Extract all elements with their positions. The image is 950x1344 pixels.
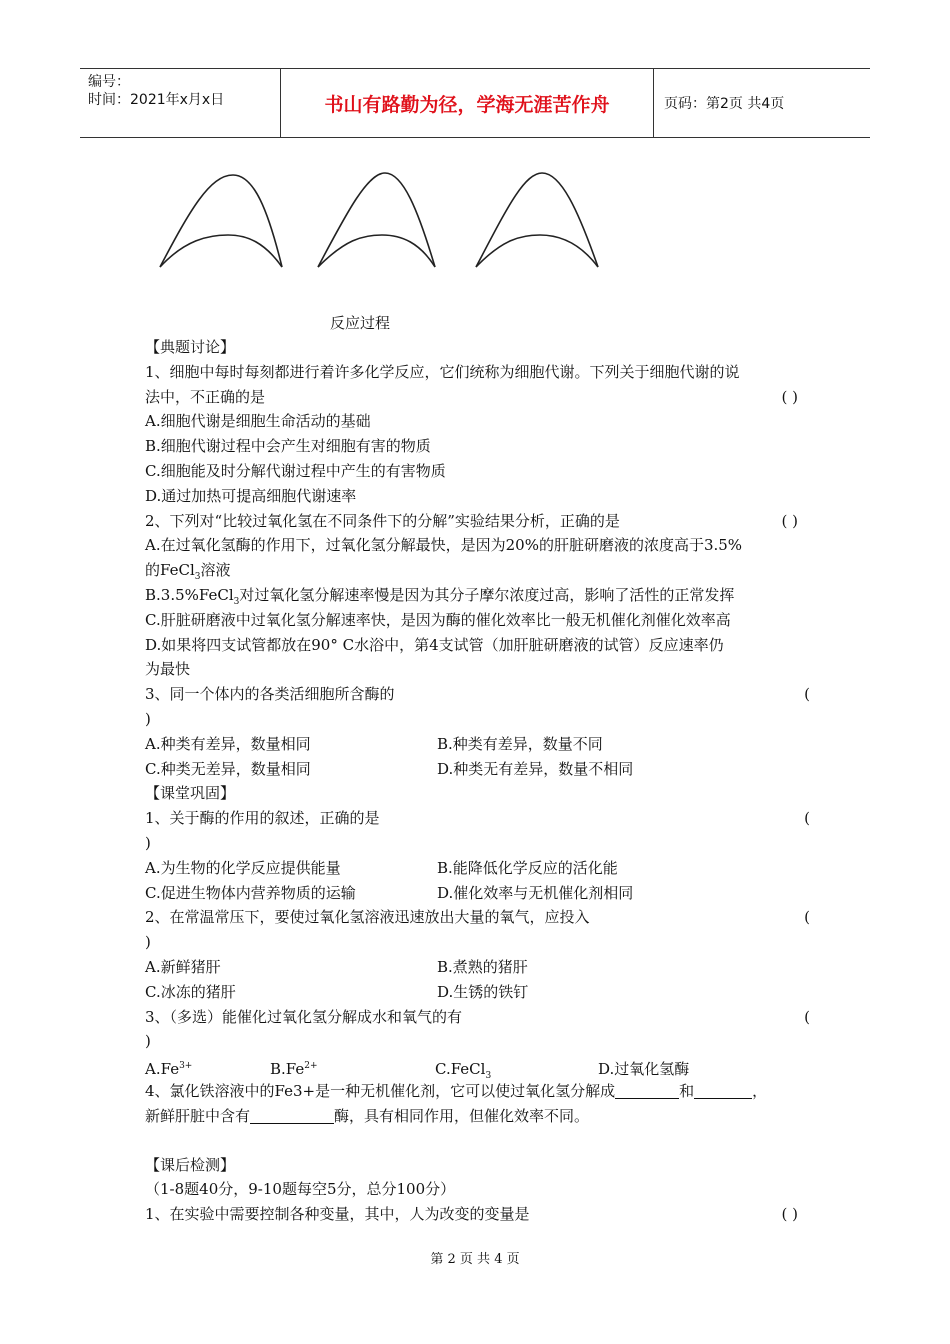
option-text: 为最快 [145, 660, 191, 679]
subscript: 3 [485, 1071, 492, 1082]
header-left [80, 69, 281, 137]
number-label: 编号： [88, 74, 130, 90]
question-text-part: 酶，具有相同作用，但催化效率不同。 [334, 1106, 590, 1125]
option-row [145, 732, 810, 757]
header-motto: 书山有路勤为径，学海无涯苦作舟 [281, 69, 654, 137]
score-note: （1-8题40分，9-10题每空5分，总分100分） [145, 1180, 456, 1199]
answer-bracket: ( ) [781, 1205, 798, 1224]
option-text [145, 558, 810, 583]
section-heading: 【典题讨论】 [145, 338, 236, 356]
option-row [145, 980, 810, 1005]
option-text: C.肝脏研磨液中过氧化氢分解速率快，是因为酶的催化效率比一般无机催化剂催化效率高 [145, 610, 731, 629]
spacer [145, 1129, 810, 1153]
fill-blank-question [145, 1104, 810, 1129]
question-text [145, 385, 810, 410]
option-text: A.种类有差异，数量相同 [145, 734, 311, 753]
answer-bracket-open: ( [804, 908, 810, 927]
energy-curve-1 [160, 175, 282, 267]
option-text: A.新鲜猪肝 [145, 957, 221, 976]
answer-blank[interactable] [694, 1082, 752, 1099]
option-text: B.煮熟的猪肝 [437, 957, 528, 976]
question-text [145, 1005, 810, 1030]
option-text-part: 的FeCl [145, 561, 195, 580]
option-text: D.催化效率与无机催化剂相同 [437, 883, 634, 902]
answer-bracket-open: ( [804, 809, 810, 828]
document-body [145, 335, 810, 1227]
option-row [145, 856, 810, 881]
answer-bracket-close: ) [145, 1032, 151, 1051]
question-text: 1、细胞中每时每刻都进行着许多化学反应，它们统称为细胞代谢。下列关于细胞代谢的说 [145, 362, 740, 381]
option-text: A.为生物的化学反应提供能量 [145, 858, 341, 877]
answer-bracket: ( ) [781, 511, 798, 530]
answer-bracket-close: ) [145, 709, 151, 728]
header-page-label: 页码：第2页 共4页 [664, 96, 785, 112]
option-text [145, 1054, 270, 1082]
option-text: C.冰冻的猪肝 [145, 982, 236, 1001]
figure-caption: 反应过程 [330, 314, 391, 332]
subscript: 3 [233, 596, 240, 607]
question-text-part: 1、在实验中需要控制各种变量，其中，人为改变的变量是 [145, 1205, 530, 1224]
answer-bracket-open: ( [804, 1007, 810, 1026]
reaction-curves-figure [150, 165, 610, 280]
option-row [145, 1054, 810, 1082]
fill-blank-question [145, 1079, 810, 1104]
question-text-part: 新鲜肝脏中含有 [145, 1106, 251, 1125]
section-heading: 【课后检测】 [145, 1155, 236, 1174]
question-text-part: 1、关于酶的作用的叙述，正确的是 [145, 809, 380, 828]
option-row [145, 881, 810, 906]
option-text: B.种类有差异，数量不同 [437, 734, 603, 753]
superscript: 3+ [179, 1061, 193, 1072]
question-text [145, 1202, 810, 1227]
time-label: 时间：2021年x月x日 [88, 92, 225, 108]
option-text-part: B.Fe [270, 1060, 305, 1079]
answer-blank[interactable] [250, 1107, 334, 1124]
question-text-part: 法中，不正确的是 [145, 387, 266, 406]
answer-bracket-open: ( [804, 685, 810, 704]
section-heading: 【课堂巩固】 [145, 784, 236, 803]
option-text: D.过氧化氢酶 [598, 1060, 690, 1079]
question-text-part: 2、下列对“比较过氧化氢在不同条件下的分解”实验结果分析，正确的是 [145, 511, 620, 530]
option-text: D.种类无有差异，数量不相同 [437, 759, 634, 778]
answer-blank[interactable] [615, 1082, 679, 1099]
question-text-part: 3、（多选）能催化过氧化氢分解成水和氧气的有 [145, 1007, 463, 1026]
question-text-part: 3、同一个体内的各类活细胞所含酶的 [145, 685, 395, 704]
option-text: A.细胞代谢是细胞生命活动的基础 [145, 412, 371, 431]
question-text-part: 4、氯化铁溶液中的Fe3+是一种无机催化剂，它可以使过氧化氢分解成 [145, 1081, 616, 1100]
question-text-part: 和 [679, 1081, 695, 1100]
option-text [145, 583, 810, 608]
question-text [145, 806, 810, 831]
answer-bracket-close: ) [145, 933, 151, 952]
question-text [145, 509, 810, 534]
question-text-part: 2、在常温常压下，要使过氧化氢溶液迅速放出大量的氧气，应投入 [145, 908, 590, 927]
page-footer: 第 2 页 共 4 页 [430, 1252, 520, 1267]
subscript: 3 [194, 572, 201, 583]
option-text: A.在过氧化氢酶的作用下，过氧化氢分解最快，是因为20%的肝脏研磨液的浓度高于3.5% [145, 536, 743, 555]
option-text: C.种类无差异，数量相同 [145, 759, 311, 778]
option-text [270, 1054, 435, 1082]
option-text-part: A.Fe [145, 1060, 180, 1079]
energy-curve-2 [318, 173, 435, 267]
question-text [145, 682, 810, 707]
option-text-part: 对过氧化氢分解速率慢是因为其分子摩尔浓度过高，影响了活性的正常发挥 [239, 585, 735, 604]
option-text-part: C.FeCl [435, 1060, 486, 1079]
option-text-part: 溶液 [200, 561, 231, 580]
option-text: C.细胞能及时分解代谢过程中产生的有害物质 [145, 461, 446, 480]
option-text: D.生锈的铁钉 [437, 982, 529, 1001]
answer-bracket-close: ) [145, 833, 151, 852]
superscript: 2+ [304, 1061, 318, 1072]
question-text-part: ， [752, 1081, 768, 1100]
option-text: D.如果将四支试管都放在90° C水浴中，第4支试管（加肝脏研磨液的试管）反应速率仍 [145, 635, 724, 654]
question-text [145, 905, 810, 930]
option-text: B.细胞代谢过程中会产生对细胞有害的物质 [145, 437, 431, 456]
energy-curve-3 [476, 173, 598, 267]
option-row [145, 757, 810, 782]
option-text: C.促进生物体内营养物质的运输 [145, 883, 356, 902]
option-text: D.通过加热可提高细胞代谢速率 [145, 486, 357, 505]
option-row [145, 955, 810, 980]
option-text: B.能降低化学反应的活化能 [437, 858, 618, 877]
answer-bracket: ( ) [781, 387, 798, 406]
page-header [80, 68, 870, 138]
option-text-part: B.3.5%FeCl [145, 585, 234, 604]
